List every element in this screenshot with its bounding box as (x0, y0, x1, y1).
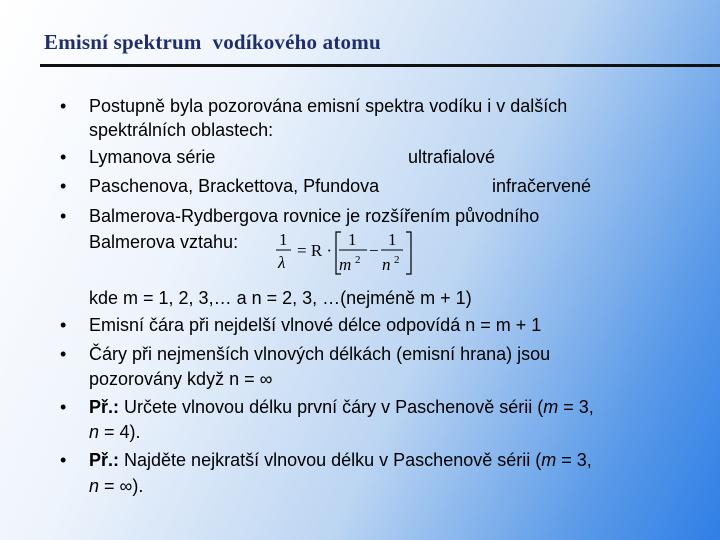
bullet-8-example-label: Př.: (89, 450, 120, 470)
title-underline (40, 64, 720, 67)
bullet-2-value: ultrafialové (408, 147, 496, 167)
bullet-2-label: Lymanova série (89, 147, 216, 167)
bullet-7-line-1 (89, 396, 594, 418)
bullet-marker: • (60, 96, 67, 116)
bullet-marker: • (60, 206, 67, 226)
formula-den-b: n (382, 255, 391, 274)
bullet-3-value: infračervené (492, 176, 592, 196)
bullet-6-line-2: pozorovány když n = ∞ (89, 369, 273, 389)
slide-title: Emisní spektrum vodíkového atomu (44, 30, 381, 54)
bullet-8-m: m (541, 450, 557, 470)
bullet-marker: • (60, 397, 67, 417)
bullet-marker: • (60, 450, 67, 470)
bullet-8-text-a: Najděte nejkratší vlnovou délku v Paschenově sérii ( (119, 450, 542, 470)
bullet-7-line-2 (89, 421, 141, 443)
bullet-8-line-2 (89, 475, 143, 497)
bullet-4-line-2: Balmerova vztahu: (89, 232, 239, 252)
bullet-8-text-b: = 3, (556, 450, 592, 470)
formula-exp-b: 2 (394, 254, 400, 266)
bullet-5-text: Emisní čára při nejdelší vlnové délce odpovídá n = m + 1 (89, 315, 542, 335)
formula-exp-a: 2 (355, 254, 361, 266)
bullet-7-example-label: Př.: (89, 397, 120, 417)
formula-minus: − (369, 241, 379, 260)
bullet-7-text-b: = 3, (558, 397, 594, 417)
bullet-marker: • (60, 344, 67, 364)
formula-num-b: 1 (388, 230, 397, 249)
bullet-marker: • (60, 176, 67, 196)
formula-where-line: kde m = 1, 2, 3,… a n = 2, 3, …(nejméně m + 1) (89, 288, 472, 308)
bullet-7-m: m (543, 397, 559, 417)
bullet-6-line-1: Čáry při nejmenších vlnových délkách (emisní hrana) jsou (89, 344, 551, 364)
bullet-8-line-1 (89, 449, 592, 471)
bullet-4-line-1: Balmerova-Rydbergova rovnice je rozšířením původního (89, 206, 540, 226)
formula-den-a: m (339, 255, 352, 274)
formula-den-left: λ (278, 253, 286, 272)
balmer-rydberg-formula (275, 228, 415, 278)
bullet-1-line-2: spektrálních oblastech: (89, 120, 274, 140)
bullet-7-text-a: Určete vlnovou délku první čáry v Paschenově sérii ( (119, 397, 544, 417)
bullet-marker: • (60, 315, 67, 335)
bullet-7-n: n (89, 422, 100, 442)
bullet-1-line-1: Postupně byla pozorována emisní spektra vodíku i v dalších (89, 96, 568, 116)
bullet-3-label: Paschenova, Brackettova, Pfundova (89, 176, 380, 196)
formula-eq: = R · (297, 241, 333, 260)
bullet-8-n: n (89, 476, 100, 496)
formula-num-a: 1 (348, 230, 357, 249)
bullet-8-text-c: = ∞). (99, 476, 144, 496)
formula-num-left: 1 (279, 230, 288, 249)
bullet-7-text-c: = 4). (99, 422, 141, 442)
bullet-marker: • (60, 147, 67, 167)
